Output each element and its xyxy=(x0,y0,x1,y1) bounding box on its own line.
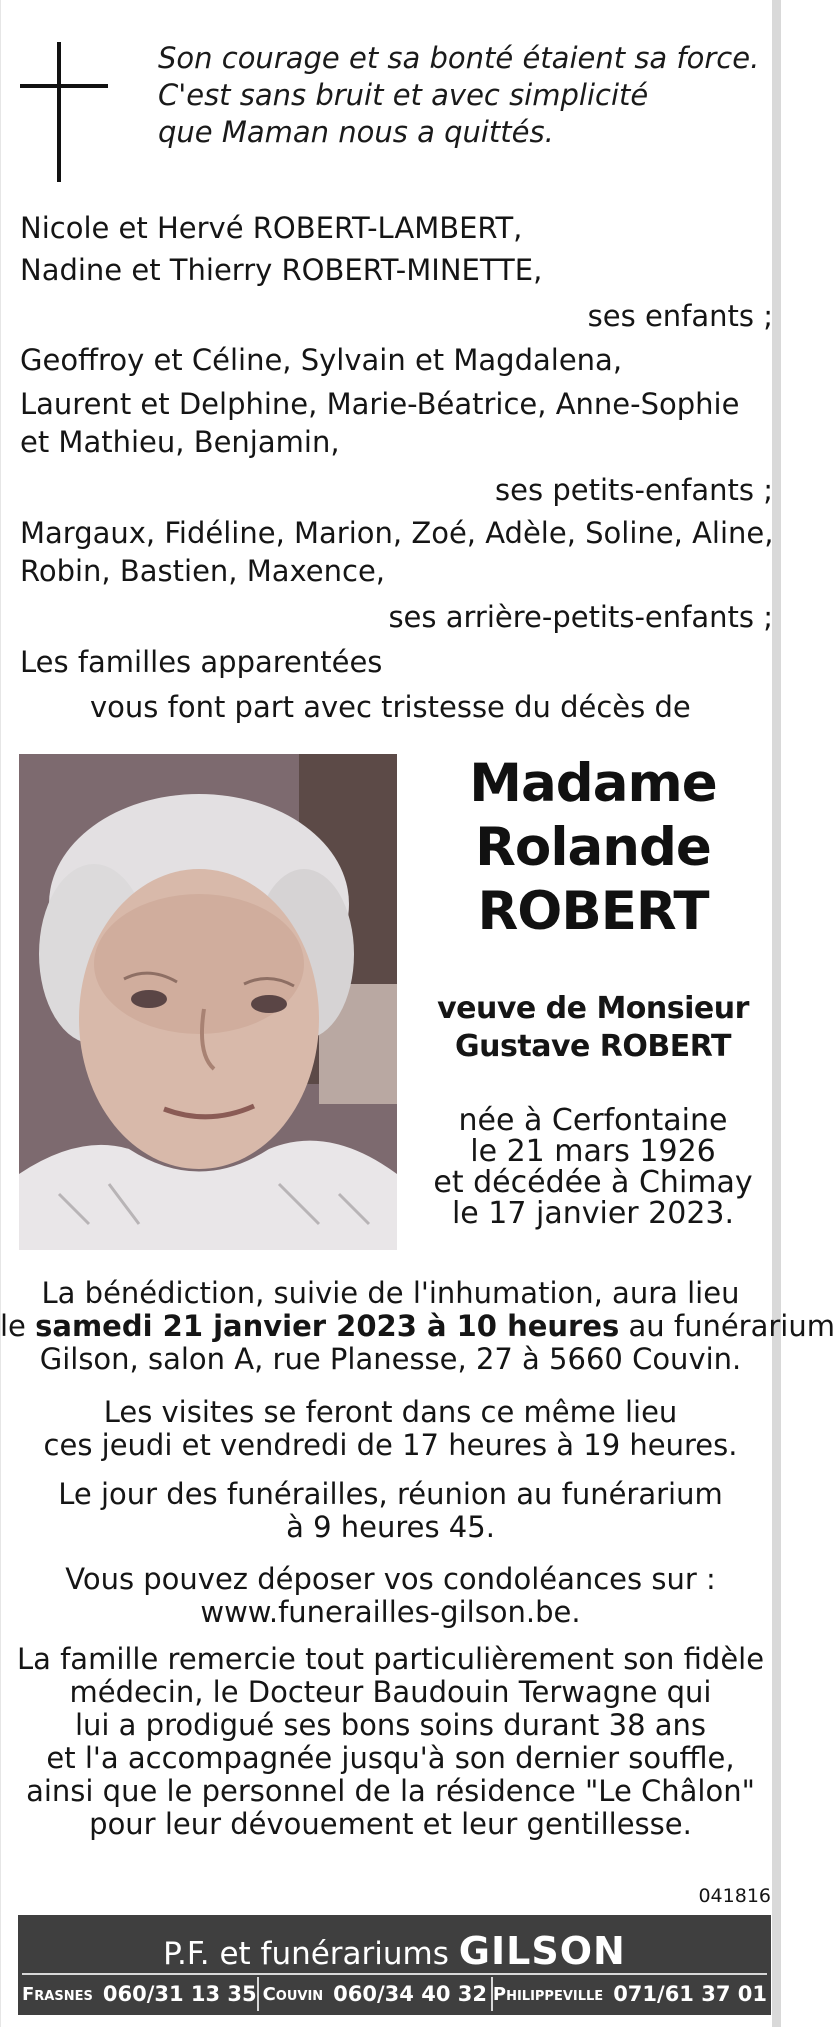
family-line: Laurent et Delphine, Marie-Béatrice, Anne-Sophie xyxy=(20,387,740,421)
phone-town: Frasnes xyxy=(22,1983,93,2005)
epitaph xyxy=(158,40,773,151)
ceremony-info xyxy=(0,1276,835,1376)
family-line: et Mathieu, Benjamin, xyxy=(20,425,340,459)
detail-line: le 21 mars 1926 xyxy=(470,1134,716,1169)
family-role: ses arrière-petits-enfants ; xyxy=(388,600,773,634)
visits-info xyxy=(0,1396,781,1462)
family-line: Robin, Bastien, Maxence, xyxy=(20,554,386,588)
visits-line: ces jeudi et vendredi de 17 heures à 19 heures. xyxy=(43,1428,738,1462)
phone-number: 060/34 40 32 xyxy=(333,1982,487,2006)
announcement: vous font part avec tristesse du décès de xyxy=(90,690,691,724)
family-role: ses petits-enfants ; xyxy=(495,473,773,507)
condolences-info xyxy=(0,1563,781,1629)
family-line: Geoffroy et Céline, Sylvain et Magdalena, xyxy=(20,343,623,377)
condolences-line: www.funerailles-gilson.be. xyxy=(200,1595,581,1629)
ceremony-line: La bénédiction, suivie de l'inhumation, aura lieu xyxy=(41,1276,740,1310)
widow-of xyxy=(405,990,781,1066)
family-line: Margaux, Fidéline, Marion, Zoé, Adèle, Soline, Aline, xyxy=(20,516,774,550)
ceremony-prefix: le xyxy=(0,1309,36,1343)
portrait-illustration xyxy=(19,754,397,1250)
footer-divider xyxy=(22,1973,767,1975)
cross-icon xyxy=(20,42,110,182)
thanks-line: médecin, le Docteur Baudouin Terwagne qui xyxy=(69,1675,712,1709)
name-title: Madame xyxy=(469,753,717,814)
phone-entry xyxy=(259,1977,493,2011)
condolences-line: Vous pouvez déposer vos condoléances sur : xyxy=(65,1562,716,1596)
ceremony-line: Gilson, salon A, rue Planesse, 27 à 5660 Couvin. xyxy=(39,1342,742,1376)
ceremony-line xyxy=(0,1309,835,1343)
portrait-photo xyxy=(19,754,397,1250)
name-first: Rolande xyxy=(475,817,711,878)
detail-line: le 17 janvier 2023. xyxy=(451,1196,735,1231)
widow-line: veuve de Monsieur xyxy=(437,991,749,1026)
epitaph-line: Son courage et sa bonté étaient sa force. xyxy=(158,41,760,75)
birth-death-details xyxy=(405,1105,781,1229)
thanks-line: lui a prodigué ses bons soins durant 38 ans xyxy=(74,1708,707,1742)
footer-title-prefix: P.F. et funérariums xyxy=(163,1936,449,1972)
ceremony-date: samedi 21 janvier 2023 à 10 heures xyxy=(35,1309,620,1343)
thanks-line: La famille remercie tout particulièrement son fidèle xyxy=(16,1642,765,1676)
footer-phones xyxy=(22,1977,767,2011)
phone-town: Philippeville xyxy=(492,1983,604,2005)
footer-brand: GILSON xyxy=(458,1929,626,1973)
thanks-line: ainsi que le personnel de la résidence "Le Châlon" xyxy=(26,1774,755,1808)
phone-town: Couvin xyxy=(262,1983,324,2005)
meeting-info xyxy=(0,1478,781,1544)
meeting-line: à 9 heures 45. xyxy=(286,1510,495,1544)
thanks-line: pour leur dévouement et leur gentillesse. xyxy=(89,1807,692,1841)
phone-number: 071/61 37 01 xyxy=(613,1982,767,2006)
meeting-line: Le jour des funérailles, réunion au funérarium xyxy=(58,1477,723,1511)
epitaph-line: que Maman nous a quittés. xyxy=(158,115,554,149)
visits-line: Les visites se feront dans ce même lieu xyxy=(103,1395,678,1429)
widow-line: Gustave ROBERT xyxy=(455,1029,731,1064)
family-line: Nicole et Hervé ROBERT-LAMBERT, xyxy=(20,211,523,245)
footer-title xyxy=(18,1929,771,1973)
funeral-home-footer xyxy=(18,1915,771,2015)
name-last: ROBERT xyxy=(477,881,709,942)
phone-entry xyxy=(22,1977,259,2011)
family-line: Les familles apparentées xyxy=(20,645,383,679)
ceremony-suffix: au funérarium xyxy=(619,1309,835,1343)
reference-number: 041816 xyxy=(698,1885,771,1907)
deceased-name xyxy=(405,752,781,944)
family-line: Nadine et Thierry ROBERT-MINETTE, xyxy=(20,253,543,287)
epitaph-line: C'est sans bruit et avec simplicité xyxy=(158,78,649,112)
detail-line: née à Cerfontaine xyxy=(458,1103,728,1138)
phone-entry xyxy=(493,1977,767,2011)
family-role: ses enfants ; xyxy=(587,299,773,333)
phone-number: 060/31 13 35 xyxy=(102,1982,257,2006)
thanks-info xyxy=(0,1643,781,1841)
detail-line: et décédée à Chimay xyxy=(433,1165,753,1200)
thanks-line: et l'a accompagnée jusqu'à son dernier souffle, xyxy=(46,1741,735,1775)
